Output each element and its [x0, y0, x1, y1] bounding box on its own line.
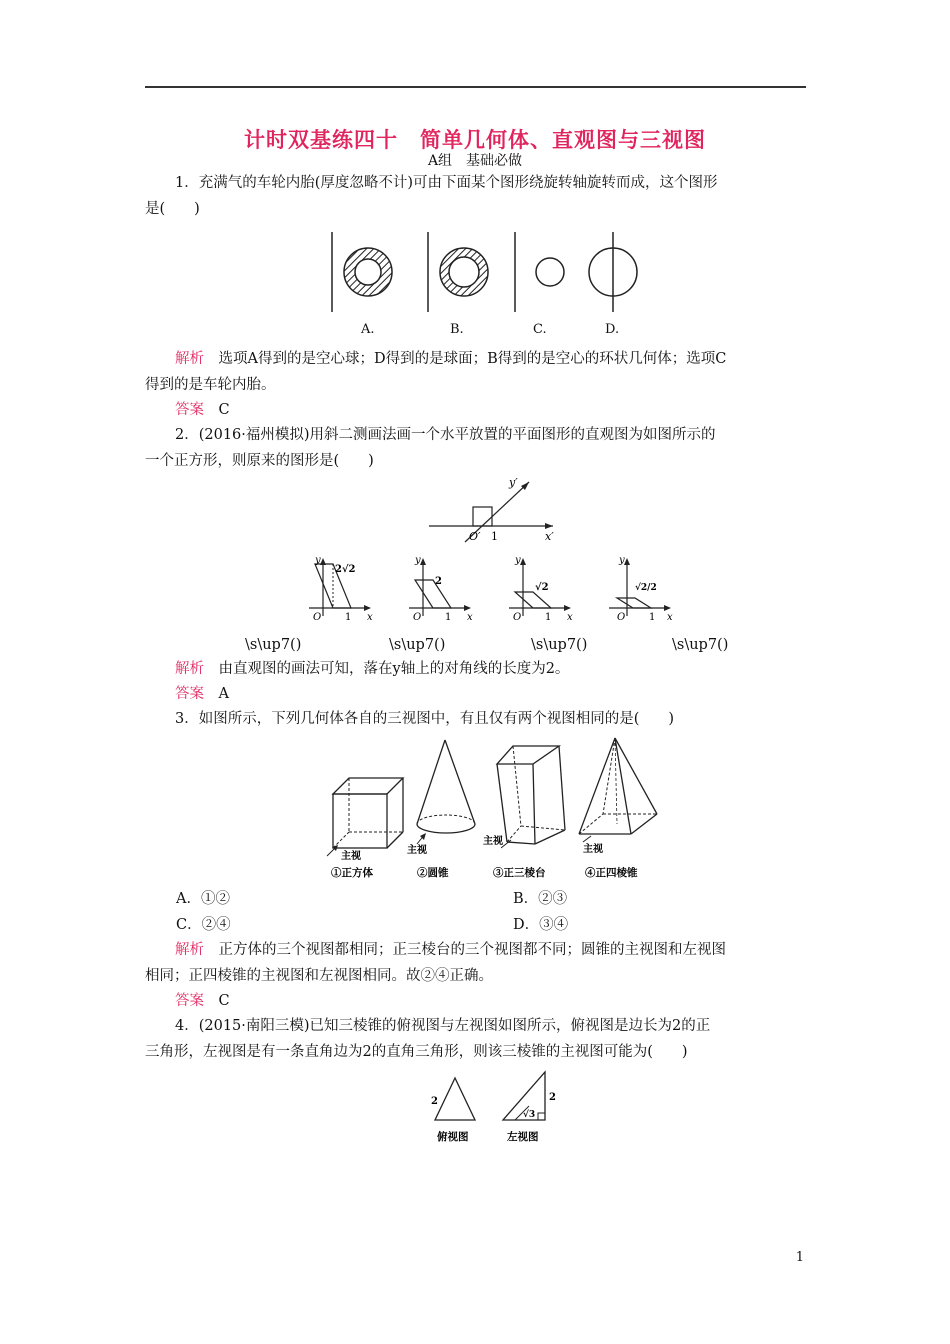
q1-fig-c: [515, 232, 564, 312]
svg-text:y: y: [415, 555, 421, 566]
q1-label-c: C.: [533, 322, 547, 337]
svg-text:y: y: [515, 555, 521, 566]
q2-option-a-figure: [305, 552, 375, 624]
q4-text-line2: 三角形，左视图是有一条直角边为2的直角三角形，则该三棱锥的主视图可能为( ): [145, 1044, 688, 1060]
q2-analysis-label: 解析: [175, 661, 204, 677]
q2-option-c-figure: [505, 552, 575, 624]
q3-cube: [327, 778, 403, 856]
svg-text:2: 2: [431, 1096, 438, 1107]
svg-text:x: x: [367, 612, 373, 623]
svg-text:1: 1: [649, 612, 656, 623]
q2-analysis: 解析 由直观图的画法可知，落在y轴上的对角线的长度为2。: [175, 661, 570, 677]
svg-text:O: O: [513, 612, 522, 623]
q2-intuitive-figure: [425, 474, 565, 546]
svg-text:x: x: [467, 612, 473, 623]
q3-analysis-line2: 相同；正四棱锥的主视图和左视图相同。故②④正确。: [145, 968, 493, 984]
q2-text-line1: 2．(2016·福州模拟)用斜二测画法画一个水平放置的平面图形的直观图为如图所示的: [175, 427, 716, 443]
q2-text-line2: 一个正方形，则原来的图形是( ): [145, 453, 374, 469]
q2-top-x-label: x′: [545, 530, 554, 543]
svg-text:O: O: [313, 612, 322, 623]
q1-fig-d: [589, 232, 637, 312]
q3-analysis-label: 解析: [175, 942, 204, 958]
q3-cone: [417, 740, 475, 844]
q1-answer: 答案 C: [175, 402, 230, 418]
svg-text:①正方体: ①正方体: [331, 867, 373, 879]
q1-analysis-line1: 解析 选项A得到的是空心球；D得到的是球面；B得到的是空心的环状几何体；选项C: [175, 351, 727, 367]
svg-text:左视图: 左视图: [507, 1131, 539, 1143]
svg-text:O: O: [617, 612, 626, 623]
q2-option-b-placeholder: \s\up7(): [389, 637, 446, 653]
q1-figures: [330, 228, 650, 318]
q3-pyramid: [579, 738, 657, 842]
group-heading: A组 基础必做: [427, 153, 523, 169]
q1-text-line2: 是( ): [145, 201, 200, 217]
q4-views-figure: [425, 1068, 565, 1144]
svg-text:1: 1: [345, 612, 352, 623]
q1-label-b: B.: [450, 322, 464, 337]
svg-text:√3: √3: [523, 1110, 536, 1120]
q3-option-a: A．①②: [176, 891, 230, 907]
q1-label-a: A.: [361, 322, 375, 337]
q2-answer: 答案 A: [175, 686, 229, 702]
q3-answer-label: 答案: [175, 993, 204, 1009]
page-title: 计时双基练四十 简单几何体、直观图与三视图: [244, 127, 706, 152]
svg-text:④正四棱锥: ④正四棱锥: [585, 867, 638, 879]
q2-option-a-placeholder: \s\up7(): [245, 637, 302, 653]
q3-text-line1: 3．如图所示，下列几何体各自的三视图中，有且仅有两个视图相同的是( ): [175, 711, 675, 727]
q3-option-b: B．②③: [513, 891, 568, 907]
svg-text:主视: 主视: [583, 844, 603, 855]
svg-text:2: 2: [435, 576, 442, 587]
q2-option-c-placeholder: \s\up7(): [531, 637, 588, 653]
q1-analysis-label: 解析: [175, 351, 204, 367]
svg-text:√2: √2: [535, 582, 549, 593]
page-number: 1: [795, 1250, 804, 1265]
q1-answer-label: 答案: [175, 402, 204, 418]
svg-text:1: 1: [445, 612, 452, 623]
q4-text-line1: 4．(2015·南阳三模)已知三棱锥的俯视图与左视图如图所示，俯视图是边长为2的正: [175, 1018, 711, 1034]
q2-top-o-label: O′: [469, 530, 481, 543]
svg-text:主视: 主视: [341, 851, 361, 862]
q3-answer: 答案 C: [175, 993, 230, 1009]
svg-text:O: O: [413, 612, 422, 623]
svg-text:x: x: [667, 612, 673, 623]
svg-text:y: y: [315, 555, 321, 566]
q1-fig-a: [332, 232, 392, 312]
svg-text:√2/2: √2/2: [635, 583, 657, 593]
q3-analysis-line1: 解析 正方体的三个视图都相同；正三棱台的三个视图都不同；圆锥的主视图和左视图: [175, 942, 726, 958]
svg-text:主视: 主视: [483, 836, 503, 847]
q1-fig-b: [428, 232, 488, 312]
svg-text:2: 2: [549, 1092, 556, 1103]
q2-option-b-figure: [405, 552, 475, 624]
svg-text:②圆锥: ②圆锥: [417, 867, 449, 879]
q3-frustum: [497, 746, 565, 848]
q1-label-d: D.: [605, 322, 620, 337]
header-rule: [145, 86, 806, 88]
q3-solids-figure: [325, 736, 665, 886]
q2-top-y-label: y′: [509, 476, 518, 489]
q2-top-one-label: 1: [491, 530, 498, 543]
svg-text:③正三棱台: ③正三棱台: [493, 867, 546, 879]
svg-text:1: 1: [545, 612, 552, 623]
svg-text:主视: 主视: [407, 845, 427, 856]
q2-option-d-placeholder: \s\up7(): [672, 637, 729, 653]
svg-text:x: x: [567, 612, 573, 623]
q1-text-line1: 1．充满气的车轮内胎(厚度忽略不计)可由下面某个图形绕旋转轴旋转而成，这个图形: [175, 175, 718, 191]
svg-text:y: y: [619, 555, 625, 566]
q3-option-c: C．②④: [176, 917, 231, 933]
svg-text:2√2: 2√2: [335, 564, 356, 575]
q2-answer-label: 答案: [175, 686, 204, 702]
q2-option-d-figure: [605, 552, 675, 624]
q1-analysis-line2: 得到的是车轮内胎。: [145, 377, 276, 393]
svg-text:俯视图: 俯视图: [437, 1131, 469, 1143]
q3-option-d: D．③④: [513, 917, 569, 933]
